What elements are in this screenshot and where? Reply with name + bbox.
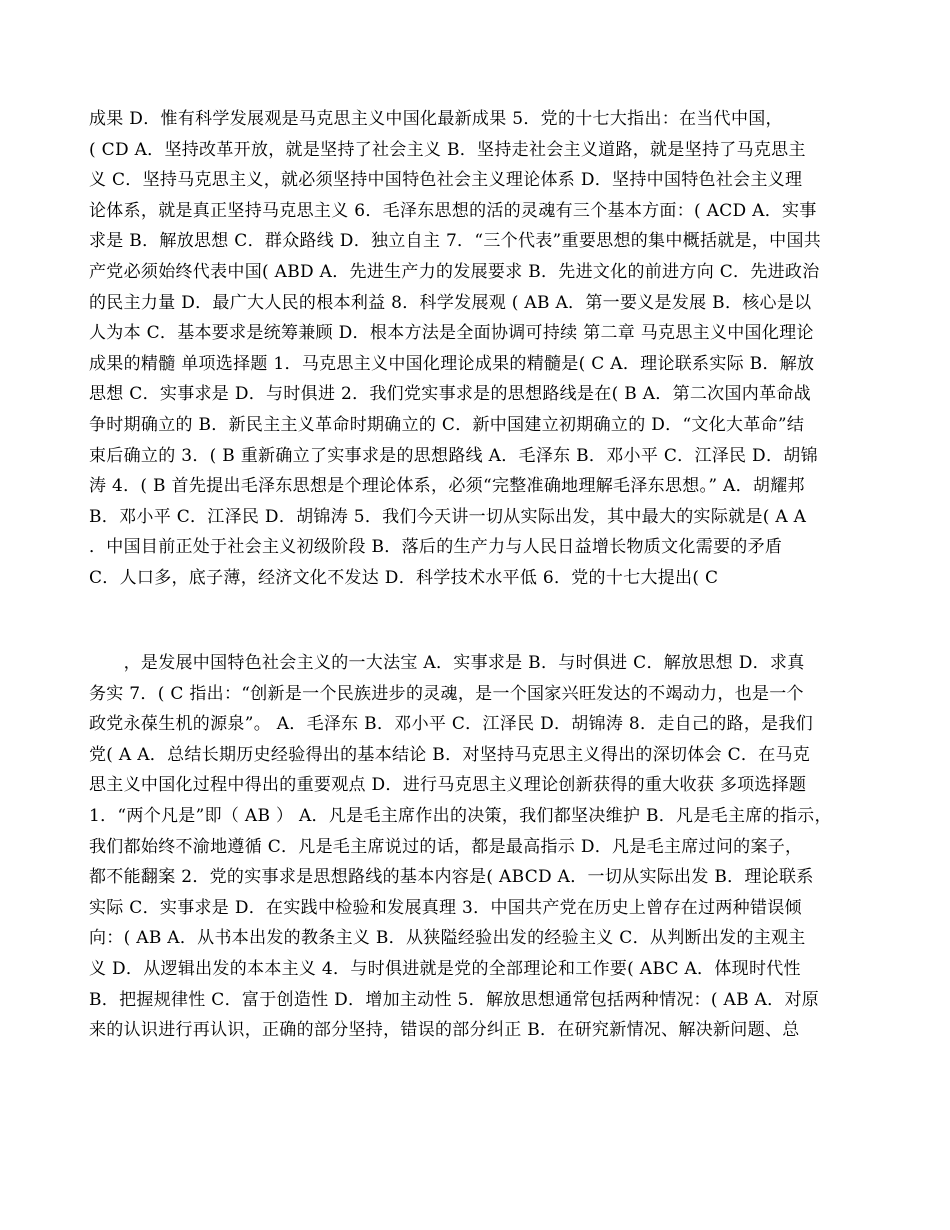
text-line: 务实 7．( C 指出：“创新是一个民族进步的灵魂，是一个国家兴旺发达的不竭动力，也是一个 — [89, 683, 804, 704]
text-line: 的民主力量 D．最广大人民的根本利益 8．科学发展观 ( AB A．第一要义是发展 B．核心是以 — [89, 292, 812, 313]
text-line: 我们都始终不渝地遵循 C．凡是毛主席说过的话，都是最高指示 D．凡是毛主席过问的案子， — [89, 836, 803, 857]
text-line: 义 D．从逻辑出发的本本主义 4．与时俱进就是党的全部理论和工作要( ABC A．体现时代性 — [89, 958, 801, 979]
text-line: 思想 C．实事求是 D．与时俱进 2．我们党实事求是的思想路线是在( B A．第二次国内革命战 — [89, 384, 811, 405]
text-line: 实际 C．实事求是 D．在实践中检验和发展真理 3．中国共产党在历史上曾存在过两种错误倾 — [89, 897, 802, 918]
text-line: 束后确立的 3．( B 重新确立了实事求是的思想路线 A．毛泽东 B．邓小平 C．江泽民 D．胡锦 — [89, 445, 818, 466]
text-block-upper — [89, 104, 863, 594]
text-line: 1．“两个凡是”即（ AB ） A．凡是毛主席作出的决策，我们都坚决维护 B．凡是毛主席的指示， — [89, 805, 832, 826]
text-line: ．中国目前正处于社会主义初级阶段 B．落后的生产力与人民日益增长物质文化需要的矛盾 — [89, 537, 783, 558]
text-line: 政党永葆生机的源泉”。 A．毛泽东 B．邓小平 C．江泽民 D．胡锦涛 8．走自己的路，是我们 — [89, 714, 814, 735]
text-line: ( CD A．坚持改革开放，就是坚持了社会主义 B．坚持走社会主义道路，就是坚持了马克思主 — [89, 139, 806, 160]
text-line: 来的认识进行再认识，正确的部分坚持，错误的部分纠正 B．在研究新情况、解决新问题、总 — [89, 1020, 800, 1041]
text-line: 人为本 C．基本要求是统筹兼顾 D．根本方法是全面协调可持续 第二章 马克思主义中国化理论 — [89, 323, 814, 344]
text-line: C．人口多，底子薄，经济文化不发达 D．科学技术水平低 6．党的十七大提出( C — [89, 567, 719, 588]
text-line: 产党必须始终代表中国( ABD A．先进生产力的发展要求 B．先进文化的前进方向 C．先进政治 — [89, 261, 820, 282]
text-line: 论体系，就是真正坚持马克思主义 6．毛泽东思想的活的灵魂有三个基本方面：( ACD A．实事 — [89, 200, 817, 221]
text-line: 成果的精髓 单项选择题 1．马克思主义中国化理论成果的精髓是( C A．理论联系实际 B．解放 — [89, 353, 815, 374]
text-line: 党( A A．总结长期历史经验得出的基本结论 B．对坚持马克思主义得出的深切体会 C．在马克 — [89, 744, 811, 765]
text-line: 求是 B．解放思想 C．群众路线 D．独立自主 7．“三个代表”重要思想的集中概括就是，中国共 — [89, 231, 822, 252]
text-block-lower — [89, 648, 863, 1046]
text-line: 涛 4．( B 首先提出毛泽东思想是个理论体系，必须“完整准确地理解毛泽东思想。” A．胡耀邦 — [89, 476, 805, 497]
text-line: 争时期确立的 B．新民主主义革命时期确立的 C．新中国建立初期确立的 D．“文化大革命”结 — [89, 414, 805, 435]
text-line: ，是发展中国特色社会主义的一大法宝 A．实事求是 B．与时俱进 C．解放思想 D．求真 — [89, 653, 805, 673]
text-line: 成果 D．惟有科学发展观是马克思主义中国化最新成果 5．党的十七大指出：在当代中国， — [89, 109, 783, 129]
text-line: 向：( AB A．从书本出发的教条主义 B．从狭隘经验出发的经验主义 C．从判断出发的主观主 — [89, 928, 806, 949]
text-line: 都不能翻案 2．党的实事求是思想路线的基本内容是( ABCD A．一切从实际出发 B．理论联系 — [89, 867, 814, 888]
text-line: B．邓小平 C．江泽民 D．胡锦涛 5．我们今天讲一切从实际出发，其中最大的实际就是( A A — [89, 506, 807, 527]
text-line: B．把握规律性 C．富于创造性 D．增加主动性 5．解放思想通常包括两种情况：( AB A．对原 — [89, 989, 820, 1010]
text-line: 思主义中国化过程中得出的重要观点 D．进行马克思主义理论创新获得的重大收获 多项选择题 — [89, 775, 807, 796]
text-line: 义 C．坚持马克思主义，就必须坚持中国特色社会主义理论体系 D．坚持中国特色社会主义理 — [89, 170, 803, 191]
